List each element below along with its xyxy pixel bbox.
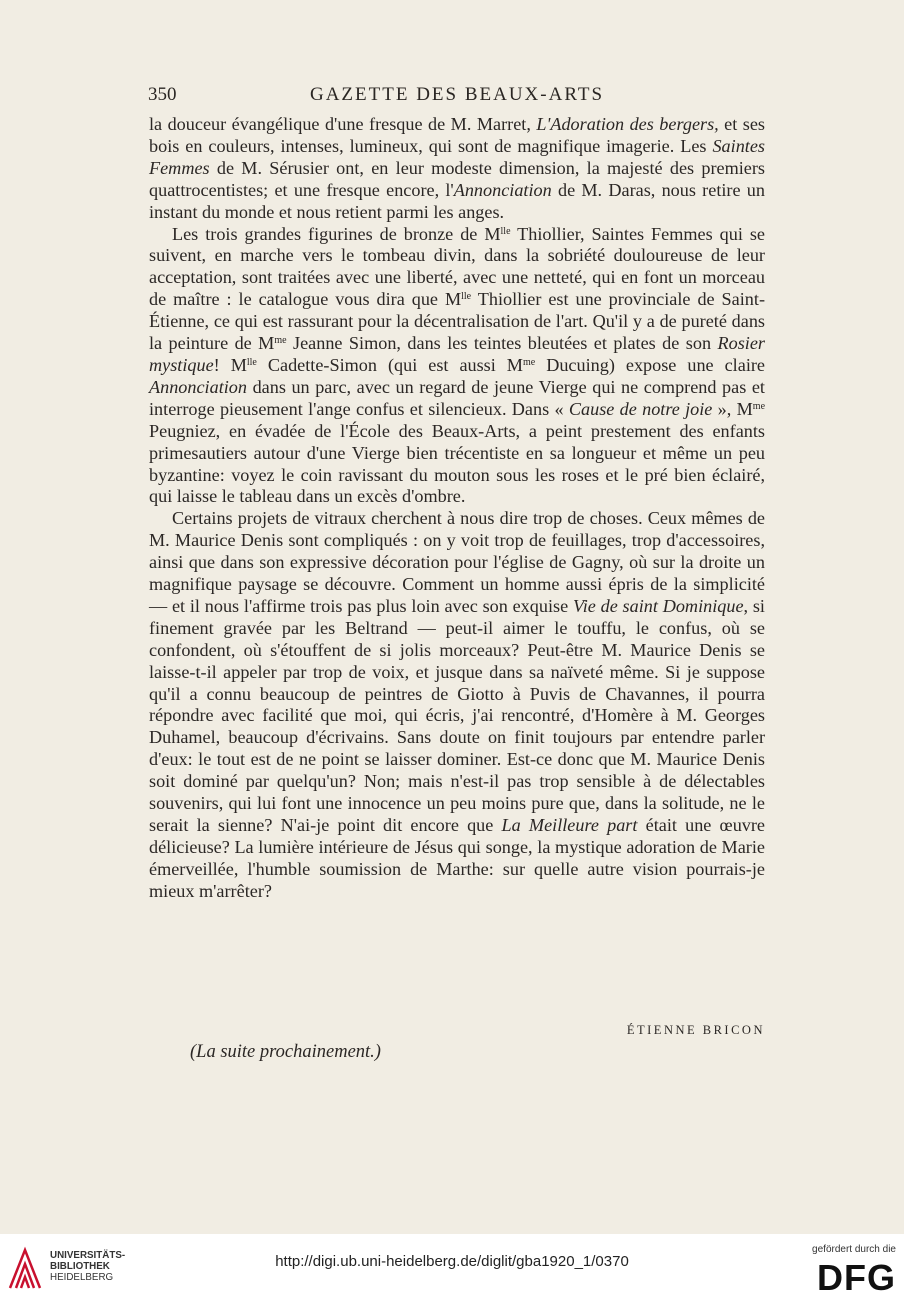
- article-body: [149, 114, 765, 903]
- funding-label: gefördert durch die: [812, 1244, 896, 1255]
- permalink-url[interactable]: http://digi.ub.uni-heidelberg.de/diglit/gba1920_1/0370: [275, 1253, 629, 1270]
- paragraph-2: Les trois grandes figurines de bronze de $M^{lle}$ Thiollier, Saintes Femmes qui se suivent, en marche vers le tombeau divin, dans la sobriété douloureuse de leur acceptation, sont traitées avec une liberté, avec une netteté, qui en font un morceau de maître : le catalogue vous dira que $M^{lle}$ Thiollier est une provinciale de Saint-Étienne, ce qui est rassurant pour la décentralisation de l'art. Qu'il y a de pureté dans la peinture de $M^{me}$ Jeanne Simon, dans les teintes bleutées et plates de son Rosier mystique! $M^{lle}$ Cadette-Simon (qui est aussi $M^{me}$ Ducuing) expose une claire Annonciation dans un parc, avec un regard de jeune Vierge qui ne comprend pas et interroge pieusement l'ange confus et silencieux. Dans « Cause de notre joie », $M^{me}$ Peugniez, en évadée de l'École des Beaux-Arts, a peint prestement des enfants primesautiers autour d'une Vierge bien trécentiste en sa longueur et même un peu byzantine: voyez le coin ravissant du mouton sous les roses et le pré bien éclairé, qui laisse le tableau dans un excès d'ombre.: [149, 223, 766, 507]
- paragraph-3: Certains projets de vitraux cherchent à nous dire trop de choses. Ceux mêmes de M. Maurice Denis sont compliqués : on y voit trop de feuillages, trop d'accessoires, ainsi que dans son expressive décoration pour l'église de Gagny, où sur la droite un magnifique paysage se découvre. Comment un homme aussi épris de la simplicité — et il nous l'affirme trois pas plus loin avec son exquise Vie de saint Dominique, si finement gravée par les Beltrand — peut-il aimer le touffu, le confus, où se confondent, où s'étouffent de si jolis morceaux? Peut-être M. Maurice Denis se laisse-t-il appeler par trop de voix, et jusque dans sa naïveté même. Si je suppose qu'il a connu beaucoup de peintres de Giotto à Puvis de Chavannes, il pourra répondre avec facilité que moi, qui écris, j'ai rencontré, d'Homère à M. Georges Duhamel, beaucoup d'écrivains. Sans doute on finit toujours par entendre parler d'eux: le tout est de ne point se laisser dominer. Est-ce donc que M. Maurice Denis soit dominé par quelqu'un? Non; mais n'est-il pas trop sensible à de délectables souvenirs, qui lui font une innocence un peu moins pure que, dans la solitude, ne le serait la sienne? N'ai-je point dit encore que La Meilleure part était une œuvre délicieuse? La lumière intérieure de Jésus qui songe, la mystique adoration de Marie émerveillée, l'humble soumission de Marthe: sur quelle autre vision pourrais-je mieux m'arrêter?: [149, 508, 766, 901]
- continuation-note: (La suite prochainement.): [190, 1042, 381, 1062]
- university-library-logo-icon[interactable]: [8, 1246, 42, 1290]
- page-number: 350: [148, 84, 177, 105]
- library-name[interactable]: UNIVERSITÄTS- BIBLIOTHEK HEIDELBERG: [50, 1250, 126, 1283]
- running-title: GAZETTE DES BEAUX-ARTS: [309, 84, 605, 105]
- page-header: [148, 84, 766, 110]
- paragraph-1: la douceur évangélique d'une fresque de M. Marret, L'Adoration des bergers, et ses bois en couleurs, intenses, lumineux, qui sont de magnifique imagerie. Les Saintes Femmes de M. Sérusier ont, en leur modeste dimension, la majesté des premiers quattrocentistes; et une fresque encore, l'Annonciation de M. Daras, nous retire un instant du monde et nous retient parmi les anges.: [149, 114, 765, 222]
- author-signature: ÉTIENNE BRICON: [626, 1023, 765, 1037]
- dfg-logo-icon[interactable]: DFG: [817, 1257, 896, 1298]
